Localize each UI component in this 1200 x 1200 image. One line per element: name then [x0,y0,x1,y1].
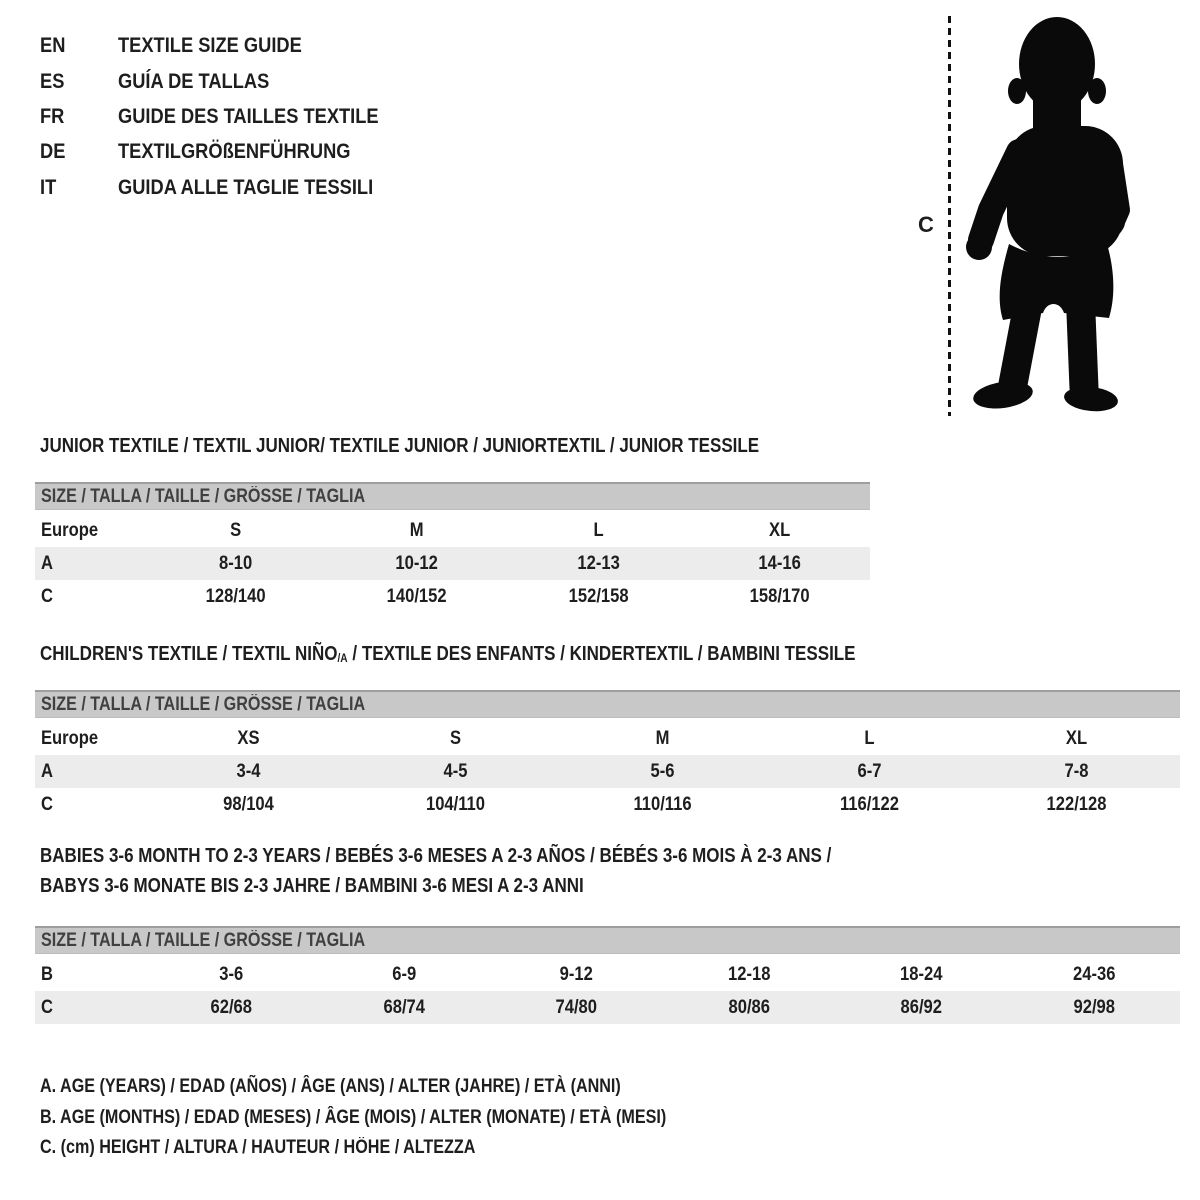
size-header-text: SIZE / TALLA / TAILLE / GRÖSSE / TAGLIA [40,693,366,715]
table-cell: 12-13 [576,552,620,574]
table-cell: 24-36 [1072,963,1115,985]
table-cell: 7-8 [1064,760,1089,782]
table-cell: 6-7 [857,760,882,782]
table-cell: 86/92 [900,996,942,1018]
region-label: Europe [40,519,99,541]
table-cell: 140/152 [386,585,447,607]
language-code [40,104,118,129]
footnote-a-age-years: A. AGE (YEARS) / EDAD (AÑOS) / ÂGE (ANS) / ALTER (JAHRE) / ETÀ (ANNI) [40,1076,621,1098]
size-header-text: SIZE / TALLA / TAILLE / GRÖSSE / TAGLIA [40,485,366,507]
babies-row-height [35,991,1180,1024]
table-cell: 122/128 [1046,793,1107,815]
babies-row-age-months [35,958,1180,991]
table-cell: 3-6 [219,963,244,985]
children-row-age [35,755,1180,788]
table-cell: 104/110 [425,793,485,815]
table-cell: 80/86 [728,996,770,1018]
table-cell: 158/170 [749,585,810,607]
children-title-rest: / TEXTILE DES ENFANTS / KINDERTEXTIL / BAMBINI TESSILE [347,643,856,665]
table-cell: 5-6 [650,760,675,782]
children-row-height [35,788,1180,821]
table-cell: 10-12 [395,552,439,574]
footnote-b-age-months: B. AGE (MONTHS) / EDAD (MESES) / ÂGE (MOIS) / ALTER (MONATE) / ETÀ (MESI) [40,1106,667,1128]
table-cell: 8-10 [219,552,253,574]
language-code [40,175,118,200]
row-label: C [40,585,53,607]
footnote-c-height-cm: C. (cm) HEIGHT / ALTURA / HAUTEUR / HÖHE / ALTEZZA [40,1137,476,1159]
column-header-l: L [593,519,604,541]
column-header-xl: XL [1065,727,1088,749]
row-label: A [40,760,53,782]
row-label: C [40,996,53,1018]
height-measure-dashed-line [948,16,951,416]
column-header-l: L [864,727,875,749]
row-label: A [40,552,53,574]
language-code-text: DE [40,139,66,164]
table-cell: 68/74 [383,996,425,1018]
children-title-main: CHILDREN'S TEXTILE / TEXTIL NIÑO [40,643,338,665]
language-row-es [40,63,425,98]
language-row-de [40,134,425,169]
column-header-xl: XL [768,519,790,541]
babies-size-table [35,926,1180,1024]
language-code [40,69,118,94]
region-label: Europe [40,727,99,749]
table-cell: 62/68 [210,996,252,1018]
language-code [40,33,118,58]
language-title: TEXTILE SIZE GUIDE [118,33,302,58]
junior-size-header-bar [35,482,870,510]
children-section-title [40,643,856,666]
language-code-text: ES [40,68,65,93]
language-title: GUÍA DE TALLAS [118,68,270,93]
table-cell: 74/80 [555,996,597,1018]
height-measure-label: C [918,212,934,237]
language-code [40,139,118,164]
junior-size-table [35,482,870,613]
table-cell: 9-12 [559,963,593,985]
table-cell: 3-4 [236,760,261,782]
toddler-silhouette-image [963,14,1139,416]
table-cell: 128/140 [205,585,266,607]
junior-table-header-row [35,514,870,547]
language-code-text: IT [40,174,57,199]
column-header-s: S [230,519,242,541]
language-title: GUIDE DES TAILLES TEXTILE [118,103,379,128]
language-code-text: FR [40,103,65,128]
babies-size-header-bar [35,926,1180,954]
language-title: TEXTILGRÖßENFÜHRUNG [118,139,351,164]
table-cell: 6-9 [391,963,416,985]
table-cell: 18-24 [900,963,943,985]
junior-row-age [35,547,870,580]
children-size-header-bar [35,690,1180,718]
children-table-header-row [35,722,1180,755]
column-header-m: M [409,519,424,541]
babies-section-title-line2: BABYS 3-6 MONATE BIS 2-3 JAHRE / BAMBINI 3-6 MESI A 2-3 ANNI [40,875,584,897]
size-header-text: SIZE / TALLA / TAILLE / GRÖSSE / TAGLIA [40,929,366,951]
table-cell: 92/98 [1073,996,1115,1018]
footnote-legend [40,1072,777,1164]
column-header-xs: XS [237,727,260,749]
table-cell: 12-18 [727,963,770,985]
junior-section-title: JUNIOR TEXTILE / TEXTIL JUNIOR/ TEXTILE JUNIOR / JUNIORTEXTIL / JUNIOR TESSILE [40,435,760,457]
table-cell: 152/158 [568,585,629,607]
column-header-s: S [449,727,462,749]
table-cell: 14-16 [758,552,801,574]
table-cell: 98/104 [223,793,274,815]
children-size-table [35,690,1180,821]
language-row-it [40,170,425,205]
language-code-text: EN [40,33,66,58]
language-title-list [40,28,425,205]
language-row-en [40,28,425,63]
junior-row-height [35,580,870,613]
row-label: B [40,963,53,985]
table-cell: 116/122 [839,793,899,815]
babies-section-title-line1: BABIES 3-6 MONTH TO 2-3 YEARS / BEBÉS 3-6 MESES A 2-3 AÑOS / BÉBÉS 3-6 MOIS À 2-3 ANS / [40,845,832,867]
children-title-subscript: /A [337,651,348,665]
column-header-m: M [655,727,670,749]
language-title: GUIDA ALLE TAGLIE TESSILI [118,174,374,199]
table-cell: 110/116 [633,793,692,815]
language-row-fr [40,99,425,134]
row-label: C [40,793,53,815]
table-cell: 4-5 [443,760,468,782]
